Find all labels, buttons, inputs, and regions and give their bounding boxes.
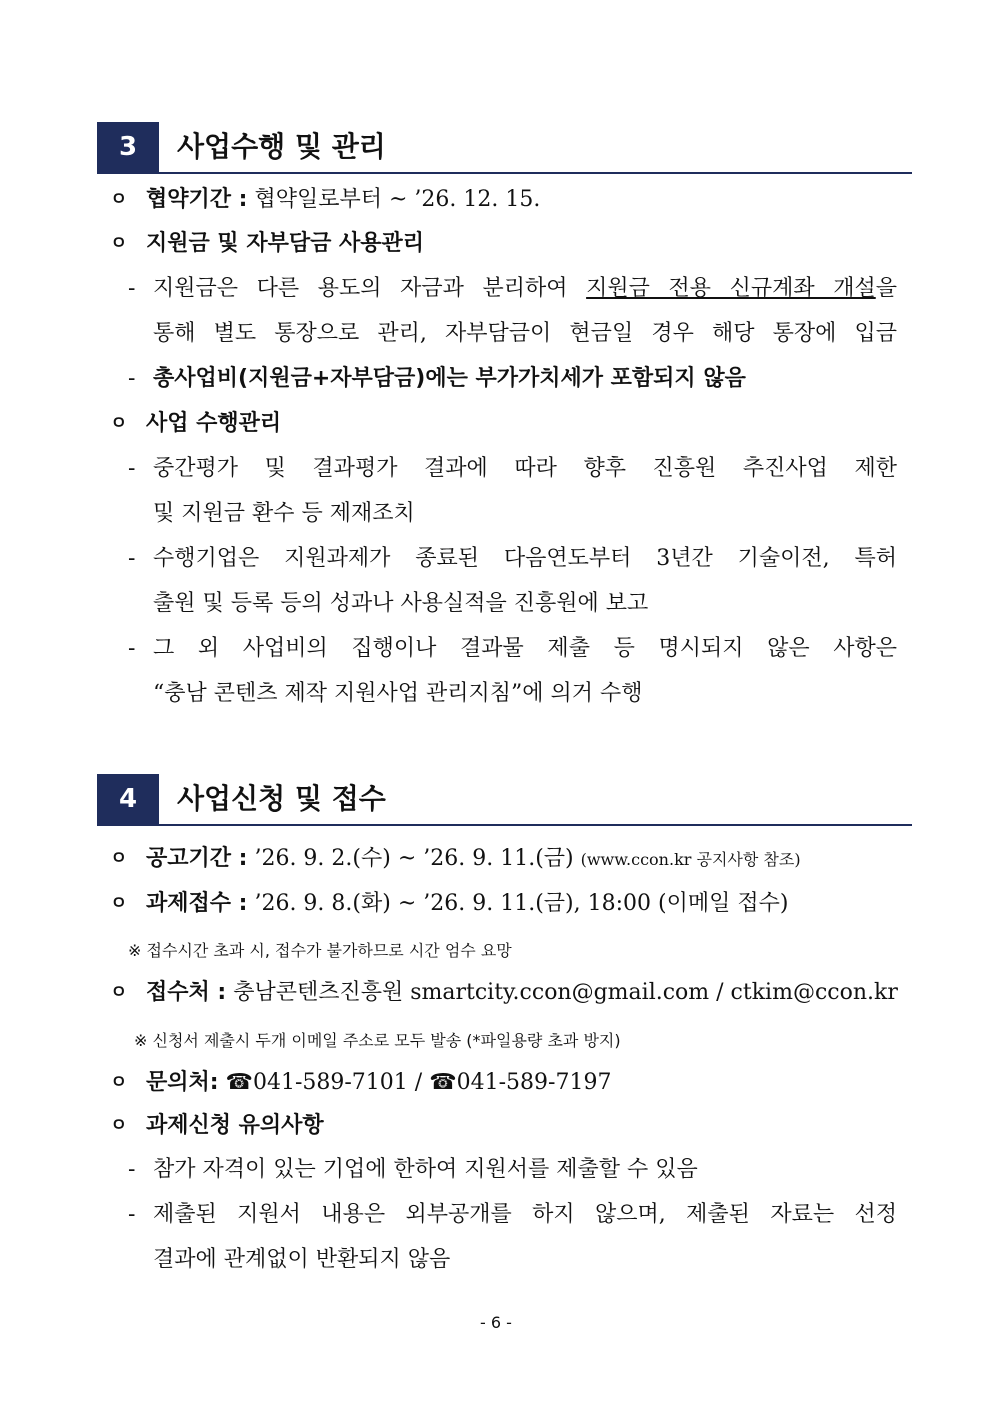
dash-icon: -: [128, 546, 136, 571]
notice-label: 공고기간 :: [146, 846, 248, 871]
text: 수행기업은 지원과제가 종료된 다음연도부터 3년간 기술이전, 특허: [153, 546, 897, 571]
notice-reference: (www.ccon.kr 공지사항 참조): [580, 850, 801, 869]
bullet-icon: ㅇ: [110, 982, 128, 1003]
bullet-icon: ㅇ: [110, 893, 128, 914]
text: 통해 별도 통장으로 관리, 자부담금이 현금일 경우 해당 통장에 입금: [153, 321, 897, 346]
text: 총사업비(지원금+자부담금)에는 부가가치세가 포함되지 않음: [153, 366, 746, 391]
text: 결과에 관계없이 반환되지 않음: [153, 1247, 451, 1272]
contact-value: ☎041-589-7101 / ☎041-589-7197: [218, 1070, 612, 1095]
bullet-icon: ㅇ: [110, 848, 128, 869]
section-title: 사업수행 및 관리: [177, 130, 386, 163]
note-email: ※ 신청서 제출시 두개 이메일 주소로 모두 발송 (*파일용량 초과 방지): [134, 1031, 621, 1050]
section-3-header: [97, 122, 912, 174]
receiver-label: 접수처 :: [146, 980, 227, 1005]
section-number: 3: [97, 122, 159, 172]
submission-value: ’26. 9. 8.(화) ~ ’26. 9. 11.(금), 18:00 (이메일 접수): [247, 891, 789, 916]
management-label: 사업 수행관리: [146, 411, 282, 436]
section-title: 사업신청 및 접수: [177, 782, 386, 815]
bullet-icon: ㅇ: [110, 1072, 128, 1093]
text: 을: [875, 276, 897, 301]
text: 지원금은 다른 용도의 자금과 분리하여: [153, 276, 587, 301]
bullet-icon: ㅇ: [110, 1115, 128, 1136]
dash-icon: -: [128, 456, 136, 481]
submission-label: 과제접수 :: [146, 891, 248, 916]
dash-icon: -: [128, 366, 136, 391]
bullet-icon: ㅇ: [110, 189, 128, 210]
page-number: - 6 -: [480, 1313, 512, 1332]
dash-icon: -: [128, 1202, 136, 1227]
dash-icon: -: [128, 276, 136, 301]
agreement-label: 협약기간 :: [146, 187, 248, 212]
text: 그 외 사업비의 집행이나 결과물 제출 등 명시되지 않은 사항은: [153, 636, 897, 661]
dash-icon: -: [128, 636, 136, 661]
text: 중간평가 및 결과평가 결과에 따라 향후 진흥원 추진사업 제한: [153, 456, 897, 481]
section-number: 4: [97, 774, 159, 824]
cautions-label: 과제신청 유의사항: [146, 1113, 324, 1138]
underlined-text: 지원금 전용 신규계좌 개설: [586, 276, 876, 301]
text: 제출된 지원서 내용은 외부공개를 하지 않으며, 제출된 자료는 선정: [153, 1202, 897, 1227]
text: 및 지원금 환수 등 제재조치: [153, 501, 415, 526]
section-4-header: [97, 774, 912, 826]
receiver-value: 충남콘텐츠진흥원 smartcity.ccon@gmail.com / ctkim@ccon.kr: [226, 980, 898, 1005]
text: 출원 및 등록 등의 성과나 사용실적을 진흥원에 보고: [153, 591, 649, 616]
note-time: ※ 접수시간 초과 시, 접수가 불가하므로 시간 엄수 요망: [128, 941, 512, 960]
dash-icon: -: [128, 1157, 136, 1182]
text: 참가 자격이 있는 기업에 한하여 지원서를 제출할 수 있음: [153, 1157, 698, 1182]
contact-label: 문의처:: [146, 1070, 219, 1095]
notice-value: ’26. 9. 2.(수) ~ ’26. 9. 11.(금): [247, 846, 581, 871]
bullet-icon: ㅇ: [110, 233, 128, 254]
text: “충남 콘텐츠 제작 지원사업 관리지침”에 의거 수행: [153, 681, 643, 706]
agreement-value: 협약일로부터 ~ ’26. 12. 15.: [254, 187, 541, 212]
funds-label: 지원금 및 자부담금 사용관리: [146, 231, 425, 256]
bullet-icon: ㅇ: [110, 413, 128, 434]
